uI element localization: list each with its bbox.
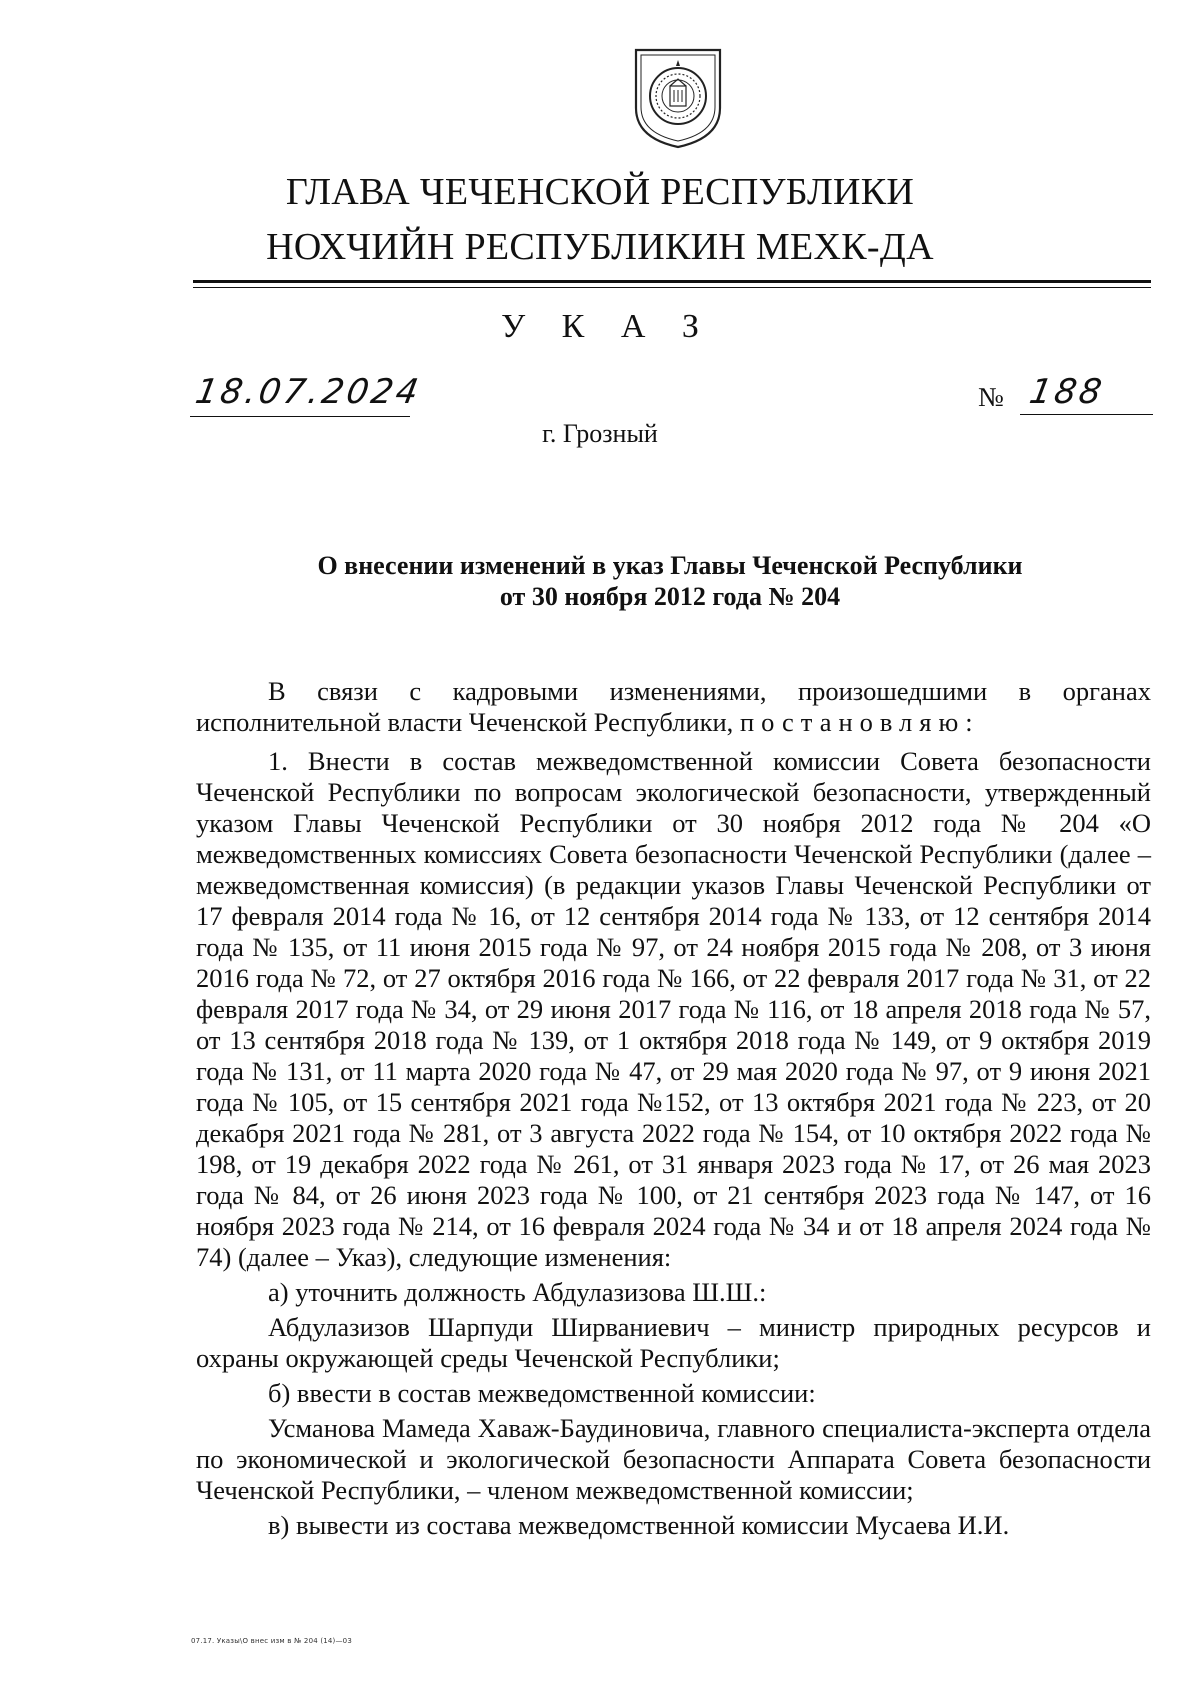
paragraph-item-1: 1. Внести в состав межведомственной комиссии Совета безопасности Чеченской Республики по вопросам экологической безопасности, утвержденный указом Главы Чеченской Республики от 30 ноября 2012 года № 204 «О межведомственных комиссиях Совета безопасности Чеченской Республики (далее – межведомственная комиссия) (в редакции указов Главы Чеченской Республики от 17 февраля 2014 года № 16, от 12 сентября 2014 года № 133, от 12 сентября 2014 года № 135, от 11 июня 2015 года № 97, от 24 ноября 2015 года № 208, от 3 июня 2016 года № 72, от 27 октября 2016 года № 166, от 22 февраля 2017 года № 31, от 22 февраля 2017 года № 34, от 29 июня 2017 года № 116, от 18 апреля 2018 года № 57, от 13 сентября 2018 года № 139, от 1 октября 2018 года № 149, от 9 октября 2019 года № 131, от 11 марта 2020 года № 47, от 29 мая 2020 года № 97, от 9 июня 2021 года № 105, от 15 сентября 2021 года №152, от 13 октября 2021 года № 223, от 20 декабря 2021 года № 281, от 3 августа 2022 года № 154, от 10 октября 2022 года № 198, от 19 декабря 2022 года № 261, от 31 января 2023 года № 17, от 26 мая 2023 года № 84, от 26 июня 2023 года № 100, от 21 сентября 2023 года № 147, от 16 ноября 2023 года № 214, от 16 февраля 2024 года № 34 и от 18 апреля 2024 года № 74) (далее – Указ), следующие изменения: <box>196 746 1151 1272</box>
paragraph-item-b: б) ввести в состав межведомственной комиссии: <box>268 1378 816 1408</box>
decree-city: г. Грозный <box>542 419 658 448</box>
paragraph-preamble <box>196 676 1151 738</box>
footer-file-code: 07.17. Указы\О внес изм в № 204 (14)—03 <box>191 1637 352 1645</box>
header-title-ce: НОХЧИЙН РЕСПУБЛИКИН МЕХК-ДА <box>266 226 934 268</box>
paragraph-item-a: а) уточнить должность Абдулазизова Ш.Ш.: <box>268 1277 767 1307</box>
preamble-text: В связи с кадровыми изменениями, произошедшими в органах исполнительной власти Чеченской Республики, <box>196 676 1151 737</box>
decree-body <box>196 676 1151 1545</box>
preamble-resolution-word: постановляю: <box>739 707 980 737</box>
header-rule-thick <box>193 280 1151 283</box>
decree-title-line-2: от 30 ноября 2012 года № 204 <box>499 582 841 611</box>
decree-title <box>170 550 1170 612</box>
decree-date: 18.07.2024 <box>192 372 425 412</box>
header-rule-thin <box>193 287 1151 288</box>
decree-type: У К А З <box>501 308 713 345</box>
number-sign: № <box>978 382 1004 412</box>
decree-title-line-1: О внесении изменений в указ Главы Чеченской Республики <box>317 551 1023 580</box>
paragraph-item-b-detail: Усманова Мамеда Хаваж-Баудиновича, главного специалиста-эксперта отдела по экономической и экологической безопасности Аппарата Совета безопасности Чеченской Республики, – членом межведомственной комиссии; <box>196 1413 1151 1505</box>
decree-number: 188 <box>1026 372 1108 412</box>
paragraph-item-a-detail: Абдулазизов Шарпуди Ширваниевич – министр природных ресурсов и охраны окружающей среды Чеченской Республики; <box>196 1312 1151 1373</box>
header-title-ru: ГЛАВА ЧЕЧЕНСКОЙ РЕСПУБЛИКИ <box>285 171 915 213</box>
emblem-icon <box>630 46 726 150</box>
decree-date-field <box>190 372 425 417</box>
paragraph-item-c: в) вывести из состава межведомственной комиссии Мусаева И.И. <box>268 1510 1010 1540</box>
